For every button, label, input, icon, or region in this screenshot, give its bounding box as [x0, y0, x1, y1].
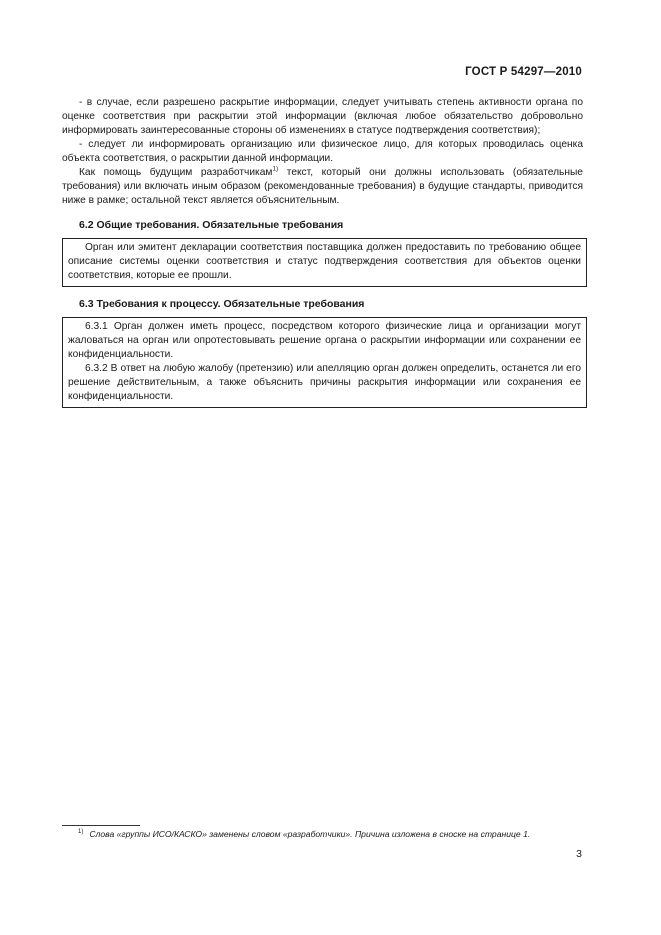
- section-6-2-heading: 6.2 Общие требования. Обязательные требования: [79, 219, 344, 231]
- intro-paragraph-3-end: текст, который они должны использовать (обязательные требования) или включать иным образом (рекомендованные требования) в будущие стандарты, приводится ниже в рамке; остальной текст является объяснительным.: [62, 167, 583, 206]
- intro-paragraph-3-start: Как помощь будущим разработчикам: [79, 167, 273, 178]
- footnote-reference: 1): [272, 165, 279, 173]
- page-number: 3: [576, 848, 582, 860]
- clause-6-3-1: 6.3.1 Орган должен иметь процесс, посредством которого физические лица и организации могут жаловаться на орган или опротестовывать решение органа о раскрытии информации или сохранении ее конфиденциальности.: [68, 321, 581, 360]
- intro-paragraph-3: [62, 166, 583, 208]
- footnote: [78, 829, 598, 839]
- footnote-separator: [62, 825, 140, 826]
- section-6-3-heading: 6.3 Требования к процессу. Обязательные требования: [79, 298, 365, 310]
- footnote-text: Слова «группы ИСО/КАСКО» заменены словом «разработчики». Причина изложена в сноске на странице 1.: [89, 829, 531, 839]
- document-body: [62, 96, 583, 408]
- intro-paragraph-1: - в случае, если разрешено раскрытие информации, следует учитывать степень активности органа по оценке соответствия при раскрытии этой информации (включая любое обязательство добровольно информировать заинтересованные стороны об изменениях в статусе подтверждения соответствия);: [62, 97, 583, 136]
- clause-6-3-2: 6.3.2 В ответ на любую жалобу (претензию) или апелляцию орган должен определить, останется ли его решение действительным, а также объяснить причины раскрытия информации или сохранения ее конфиденциальности.: [68, 363, 581, 402]
- section-6-2-requirement-box: [62, 238, 587, 287]
- section-6-3-requirement-box: [62, 317, 587, 408]
- intro-paragraph-2: - следует ли информировать организацию или физическое лицо, для которых проводилась оценка объекта соответствия, о раскрытии данной информации.: [62, 139, 583, 164]
- document-header: ГОСТ Р 54297—2010: [465, 66, 582, 78]
- section-6-2-requirement-text: Орган или эмитент декларации соответствия поставщика должен предоставить по требованию общее описание системы оценки соответствия и статус подтверждения соответствия для объектов оценки соответствия, которые ее прошли.: [68, 242, 581, 281]
- footnote-marker: 1): [78, 829, 84, 836]
